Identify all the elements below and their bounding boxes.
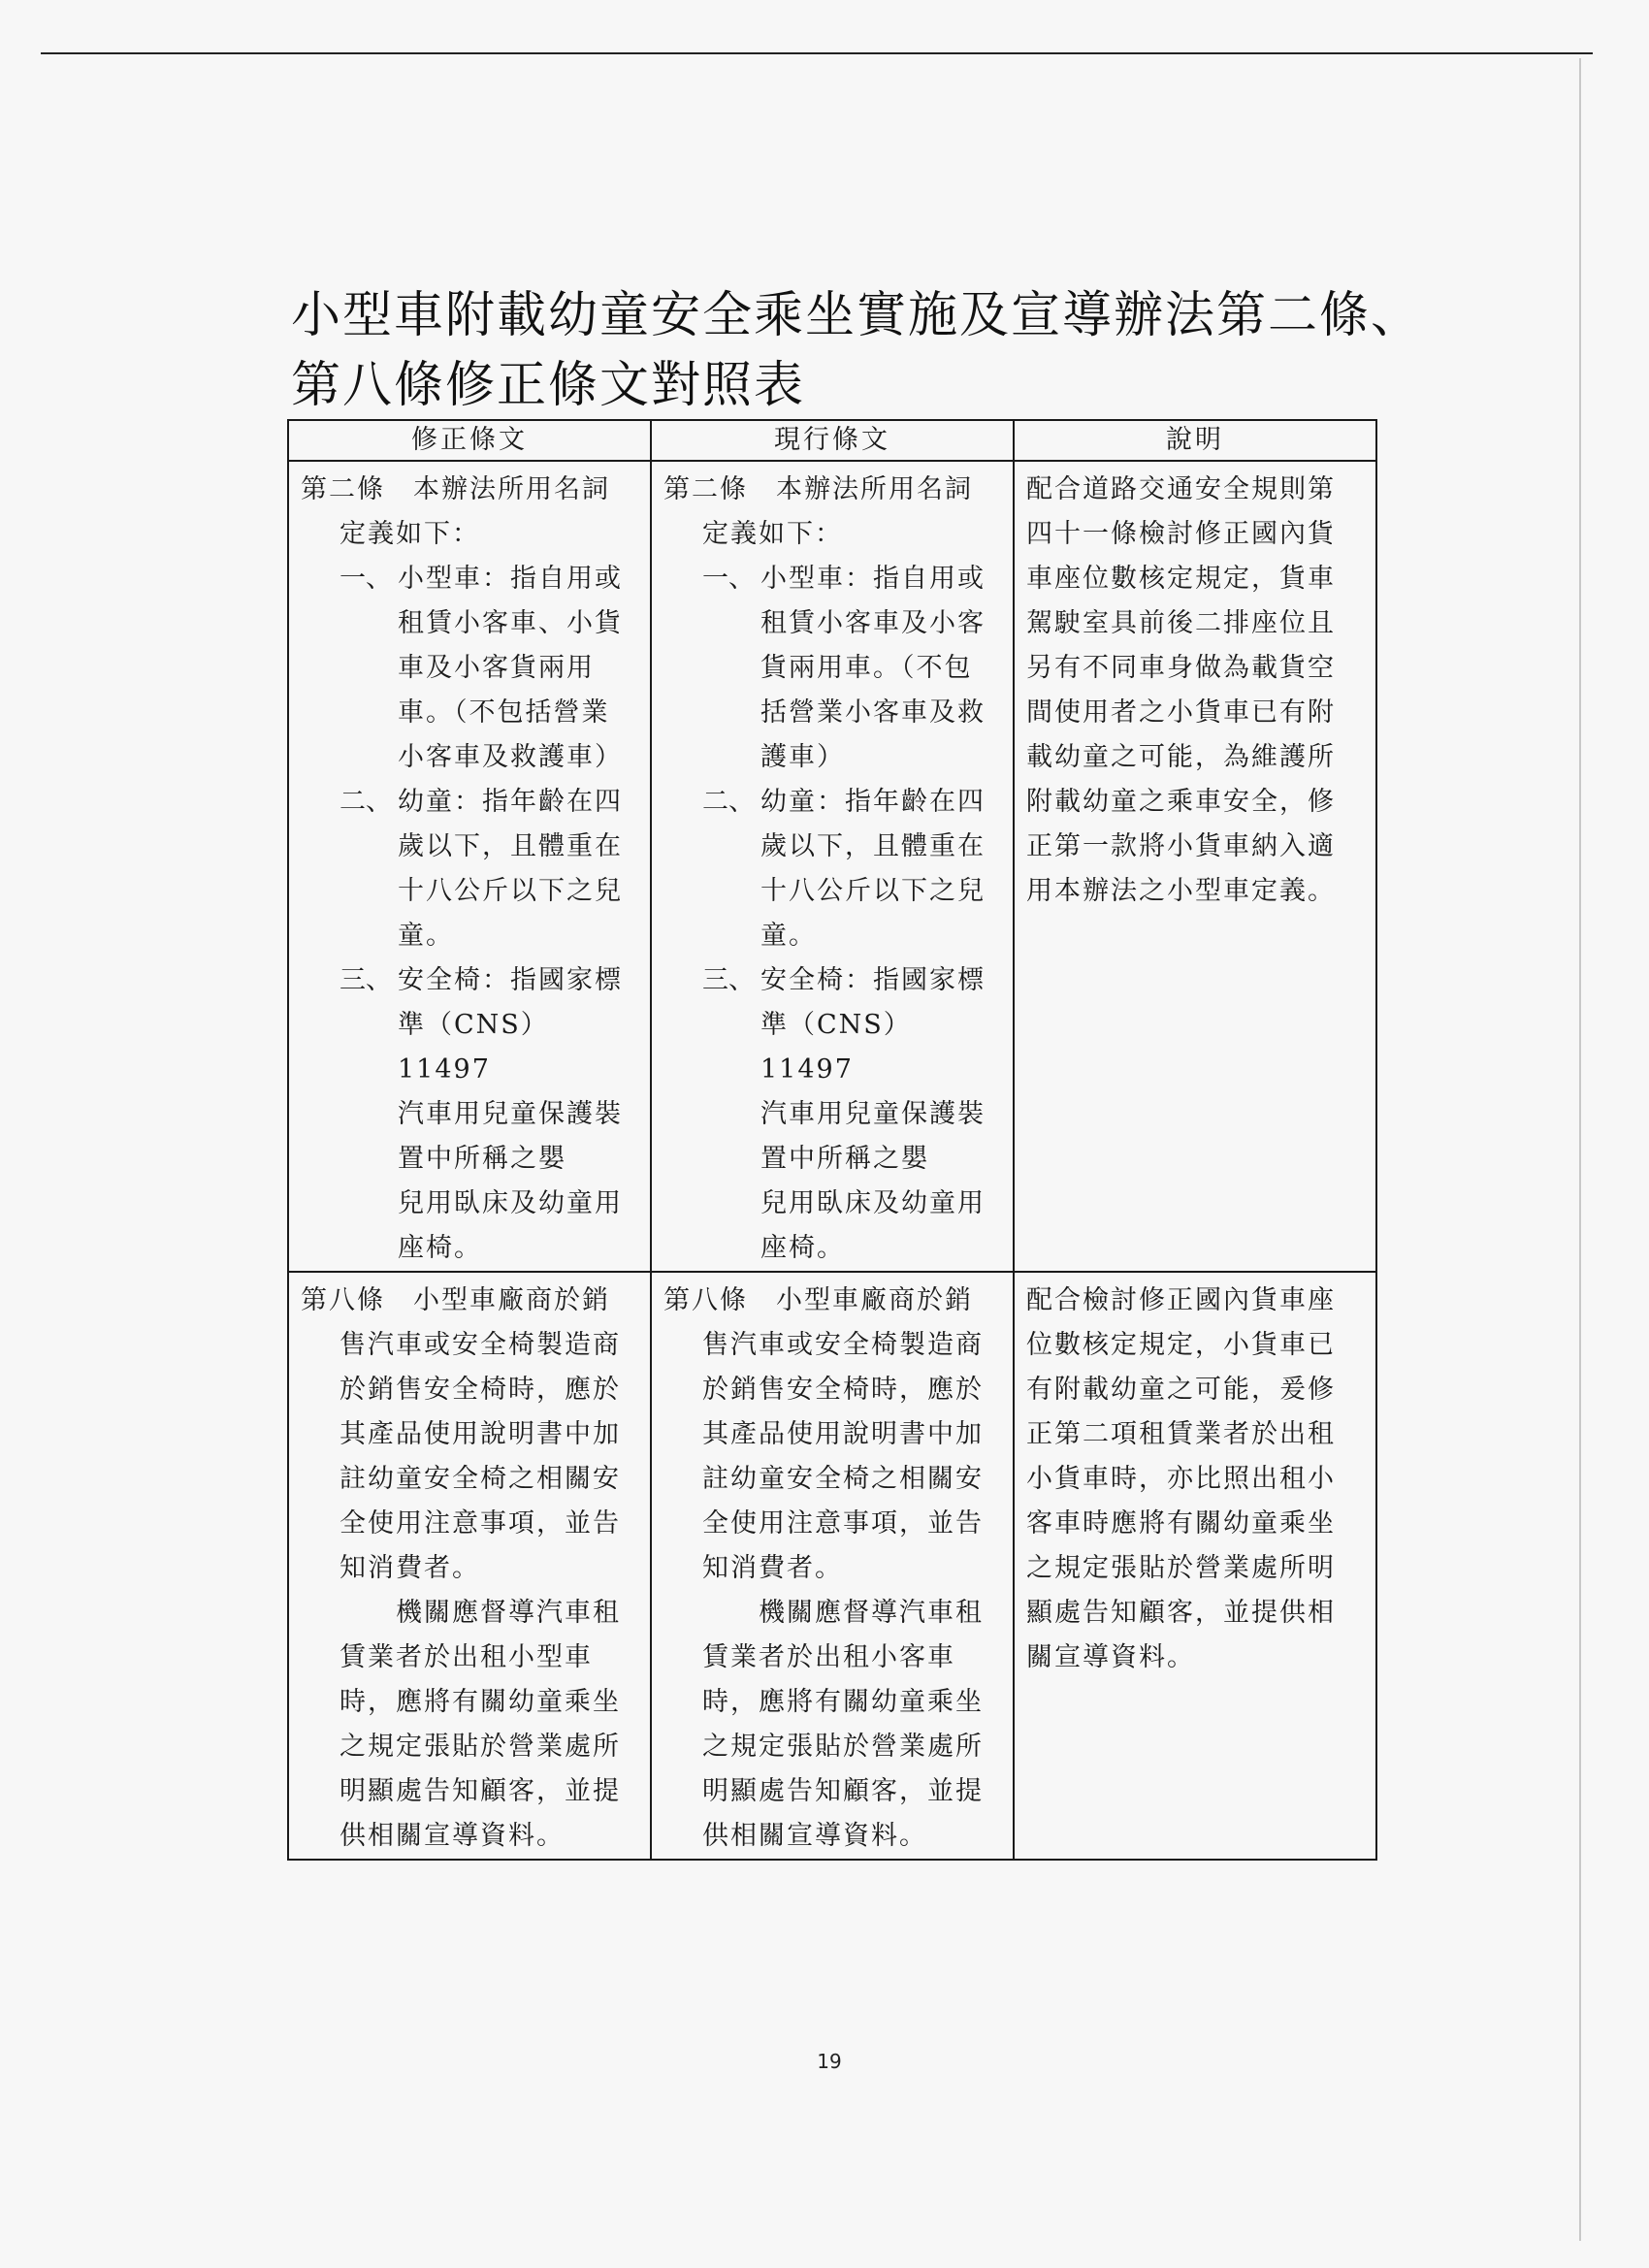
article-paragraph-1: 售汽車或安全椅製造商 於銷售安全椅時，應於 其產品使用說明書中加 註幼童安全椅之相關安 全使用注意事項，並告 知消費者。 (340, 1330, 621, 1583)
scan-fold-line (1579, 58, 1581, 2241)
explanation-text: 配合道路交通安全規則第 四十一條檢討修正國內貨 車座位數核定規定，貨車 駕駛室具前後二排座位且 另有不同車身做為載貨空 間使用者之小貨車已有附 載幼童之可能，為維護所 附載幼童之乘車安全，修 正第一款將小貨車納入適 用本辦法之小型車定義。 (1026, 474, 1336, 906)
article-lead-cont: 定義如下： (340, 519, 480, 549)
document-title (291, 281, 1423, 421)
current-article-2 (651, 461, 1014, 1272)
item-number: 三、 (340, 965, 392, 995)
header-explanation: 說明 (1014, 420, 1376, 461)
explanation-article-8 (1014, 1272, 1376, 1860)
item-text: 小型車：指自用或 租賃小客車及小客 貨兩用車。（不包 括營業小客車及救 護車） (760, 564, 986, 772)
article-lead: 第二條 本辦法所用名詞 (663, 474, 973, 504)
amended-article-8 (288, 1272, 651, 1860)
item-text: 幼童：指年齡在四 歲以下，且體重在 十八公斤以下之兒 童。 (398, 787, 623, 951)
article-lead: 第八條 小型車廠商於銷 (301, 1285, 610, 1315)
list-item (301, 958, 640, 1271)
article-lead: 第二條 本辦法所用名詞 (301, 474, 610, 504)
header-current: 現行條文 (651, 420, 1014, 461)
title-line-2: 第八條修正條文對照表 (291, 357, 806, 414)
comparison-table (287, 419, 1377, 1861)
scan-edge-line (41, 52, 1593, 54)
table-row-article-8 (288, 1272, 1376, 1860)
table-row-article-2 (288, 461, 1376, 1272)
article-paragraph-2: 機關應督導汽車租 賃業者於出租小客車 時，應將有關幼童乘坐 之規定張貼於營業處所 明顯處告知顧客，並提 供相關宣導資料。 (702, 1598, 984, 1851)
article-lead: 第八條 小型車廠商於銷 (663, 1285, 973, 1315)
item-number: 三、 (702, 965, 755, 995)
item-text: 安全椅：指國家標 準（CNS）11497 汽車用兒童保護裝 置中所稱之嬰 兒用臥床及幼童用 座椅。 (760, 965, 986, 1263)
list-item (301, 557, 640, 780)
item-number: 一、 (340, 564, 392, 594)
article-paragraph-2: 機關應督導汽車租 賃業者於出租小型車 時，應將有關幼童乘坐 之規定張貼於營業處所 明顯處告知顧客，並提 供相關宣導資料。 (340, 1598, 621, 1851)
item-text: 安全椅：指國家標 準（CNS）11497 汽車用兒童保護裝 置中所稱之嬰 兒用臥床及幼童用 座椅。 (398, 965, 623, 1263)
page-number: 19 (817, 2050, 842, 2073)
item-number: 一、 (702, 564, 755, 594)
list-item (663, 958, 1003, 1271)
current-article-8 (651, 1272, 1014, 1860)
explanation-article-2 (1014, 461, 1376, 1272)
item-text: 幼童：指年齡在四 歲以下，且體重在 十八公斤以下之兒 童。 (760, 787, 986, 951)
list-item (663, 780, 1003, 958)
item-text: 小型車：指自用或 租賃小客車、小貨 車及小客貨兩用 車。（不包括營業 小客車及救護車） (398, 564, 623, 772)
list-item (663, 557, 1003, 780)
item-number: 二、 (702, 787, 755, 817)
table-header-row (288, 420, 1376, 461)
article-lead-cont: 定義如下： (702, 519, 843, 549)
amended-article-2 (288, 461, 651, 1272)
article-paragraph-1: 售汽車或安全椅製造商 於銷售安全椅時，應於 其產品使用說明書中加 註幼童安全椅之相關安 全使用注意事項，並告 知消費者。 (702, 1330, 984, 1583)
explanation-text: 配合檢討修正國內貨車座 位數核定規定，小貨車已 有附載幼童之可能，爰修 正第二項租賃業者於出租 小貨車時，亦比照出租小 客車時應將有關幼童乘坐 之規定張貼於營業處所明 顯處告知顧客，並提供相 關宣導資料。 (1026, 1285, 1336, 1672)
list-item (301, 780, 640, 958)
header-amended: 修正條文 (288, 420, 651, 461)
title-line-1: 小型車附載幼童安全乘坐實施及宣導辦法第二條、 (291, 287, 1423, 344)
item-number: 二、 (340, 787, 392, 817)
